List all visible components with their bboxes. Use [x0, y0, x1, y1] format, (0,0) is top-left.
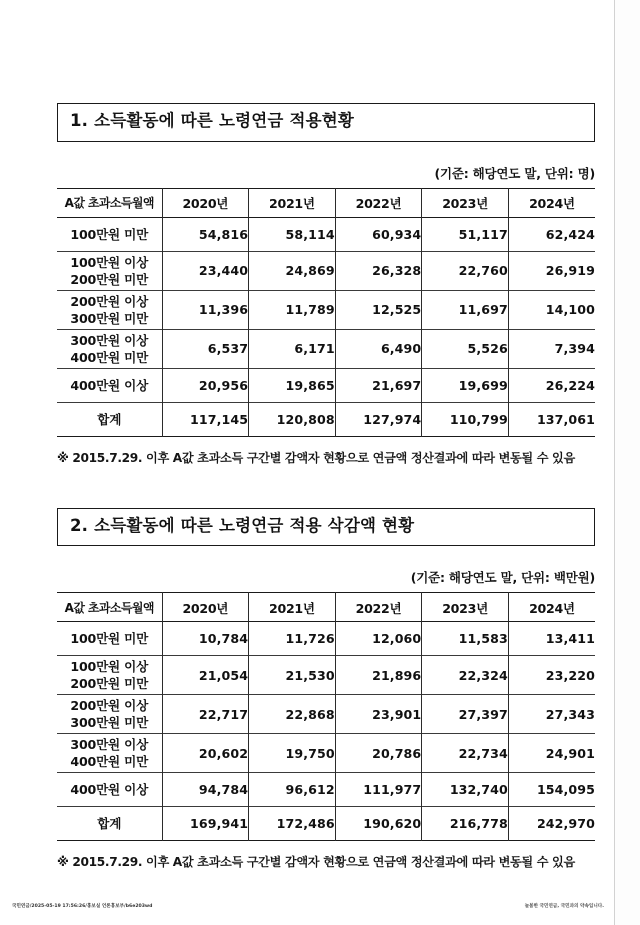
row-label [57, 773, 162, 807]
table-total-row [57, 402, 595, 436]
cell-2020: 23,440 [162, 251, 249, 290]
column-header-2023: 2023년 [422, 593, 509, 622]
cell-2023: 22,760 [422, 251, 509, 290]
table-row [57, 734, 595, 773]
cell-2023: 19,699 [422, 368, 509, 402]
row-label-line: 300만원 미만 [70, 715, 149, 731]
section-1-footnote: ※ 2015.7.29. 이후 A값 초과소득 구간별 감액자 현황으로 연금액 정산결과에 따라 변동될 수 있음 [57, 450, 575, 465]
section-1-table [57, 188, 595, 437]
column-header-2023: 2023년 [422, 188, 509, 217]
column-header-2020: 2020년 [162, 593, 249, 622]
section-2-footnote: ※ 2015.7.29. 이후 A값 초과소득 구간별 감액자 현황으로 연금액 정산결과에 따라 변동될 수 있음 [57, 855, 575, 870]
cell-2023: 5,526 [422, 329, 509, 368]
cell-2022: 20,786 [335, 734, 422, 773]
row-label [57, 290, 162, 329]
section-1-title: 1. 소득활동에 따른 노령연금 적용현황 [70, 111, 355, 130]
cell-2024: 23,220 [508, 656, 595, 695]
cell-2020: 20,602 [162, 734, 249, 773]
cell-2021: 11,726 [249, 622, 336, 656]
cell-2021: 19,865 [249, 368, 336, 402]
total-2021: 172,486 [249, 807, 336, 841]
document-page [57, 0, 595, 870]
table-total-row [57, 807, 595, 841]
table-header-row [57, 593, 595, 622]
table-row [57, 656, 595, 695]
section-2-unit-note: (기준: 해당연도 말, 단위: 백만원) [410, 570, 595, 586]
row-label [57, 217, 162, 251]
total-2022: 190,620 [335, 807, 422, 841]
table-header-row [57, 188, 595, 217]
row-label-line: 합계 [97, 411, 122, 427]
cell-2021: 22,868 [249, 695, 336, 734]
cell-2022: 12,525 [335, 290, 422, 329]
row-label-line: 300만원 미만 [70, 310, 149, 326]
footer-slogan: 늘봄한 국민연금, 국민과의 약속입니다. [524, 904, 604, 909]
cell-2023: 27,397 [422, 695, 509, 734]
row-label-line: 100만원 이상 [70, 254, 149, 270]
row-label-line: 400만원 미만 [70, 349, 149, 365]
cell-2022: 60,934 [335, 217, 422, 251]
row-label-line: 200만원 이상 [70, 698, 149, 714]
cell-2022: 23,901 [335, 695, 422, 734]
cell-2021: 96,612 [249, 773, 336, 807]
footer-print-stamp: 국민연금/2025-05-19 17:56:26/홍보실 언론홍보부/b6e203wd [12, 904, 153, 909]
column-header-label: A값 초과소득월액 [57, 593, 162, 622]
cell-2023: 11,697 [422, 290, 509, 329]
total-2021: 120,808 [249, 402, 336, 436]
row-label [57, 622, 162, 656]
page-scan-margin [615, 0, 640, 925]
row-label [57, 734, 162, 773]
table-row [57, 368, 595, 402]
cell-2022: 21,896 [335, 656, 422, 695]
cell-2022: 12,060 [335, 622, 422, 656]
cell-2020: 20,956 [162, 368, 249, 402]
total-2024: 242,970 [508, 807, 595, 841]
table-row [57, 290, 595, 329]
row-label-line: 100만원 미만 [70, 631, 149, 647]
section-1-unit-note: (기준: 해당연도 말, 단위: 명) [434, 165, 595, 181]
section-1-heading-box [57, 103, 595, 142]
cell-2021: 21,530 [249, 656, 336, 695]
row-label-line: 100만원 미만 [70, 226, 149, 242]
cell-2021: 11,789 [249, 290, 336, 329]
column-header-2020: 2020년 [162, 188, 249, 217]
cell-2024: 26,224 [508, 368, 595, 402]
section-2-heading-box [57, 508, 595, 547]
total-2020: 117,145 [162, 402, 249, 436]
cell-2022: 21,697 [335, 368, 422, 402]
section-2-table [57, 592, 595, 841]
cell-2023: 132,740 [422, 773, 509, 807]
column-header-2021: 2021년 [249, 593, 336, 622]
total-2023: 110,799 [422, 402, 509, 436]
cell-2020: 10,784 [162, 622, 249, 656]
row-label-line: 400만원 이상 [70, 782, 149, 798]
total-2022: 127,974 [335, 402, 422, 436]
cell-2020: 6,537 [162, 329, 249, 368]
row-label-line: 300만원 이상 [70, 737, 149, 753]
cell-2021: 24,869 [249, 251, 336, 290]
cell-2022: 26,328 [335, 251, 422, 290]
cell-2024: 27,343 [508, 695, 595, 734]
table-row [57, 695, 595, 734]
row-label-line: 100만원 이상 [70, 659, 149, 675]
cell-2023: 51,117 [422, 217, 509, 251]
total-2024: 137,061 [508, 402, 595, 436]
cell-2021: 6,171 [249, 329, 336, 368]
column-header-2024: 2024년 [508, 593, 595, 622]
page-scan-edge-line [614, 0, 615, 925]
section-2-title: 2. 소득활동에 따른 노령연금 적용 삭감액 현황 [70, 515, 415, 535]
cell-2020: 21,054 [162, 656, 249, 695]
cell-2024: 62,424 [508, 217, 595, 251]
row-label-line: 400만원 이상 [70, 377, 149, 393]
cell-2021: 19,750 [249, 734, 336, 773]
table-row [57, 622, 595, 656]
column-header-2024: 2024년 [508, 188, 595, 217]
row-label-line: 200만원 미만 [70, 676, 149, 692]
row-label-line: 300만원 이상 [70, 332, 149, 348]
row-label [57, 656, 162, 695]
cell-2020: 94,784 [162, 773, 249, 807]
total-2020: 169,941 [162, 807, 249, 841]
row-label-total [57, 402, 162, 436]
table-row [57, 217, 595, 251]
table-row [57, 329, 595, 368]
table-row [57, 251, 595, 290]
cell-2020: 22,717 [162, 695, 249, 734]
column-header-2021: 2021년 [249, 188, 336, 217]
cell-2024: 24,901 [508, 734, 595, 773]
column-header-label: A값 초과소득월액 [57, 188, 162, 217]
cell-2024: 26,919 [508, 251, 595, 290]
cell-2024: 154,095 [508, 773, 595, 807]
cell-2020: 54,816 [162, 217, 249, 251]
row-label-line: 400만원 미만 [70, 754, 149, 770]
cell-2024: 13,411 [508, 622, 595, 656]
cell-2023: 22,324 [422, 656, 509, 695]
column-header-2022: 2022년 [335, 188, 422, 217]
cell-2021: 58,114 [249, 217, 336, 251]
row-label-line: 200만원 미만 [70, 271, 149, 287]
cell-2023: 11,583 [422, 622, 509, 656]
cell-2020: 11,396 [162, 290, 249, 329]
row-label [57, 368, 162, 402]
row-label [57, 251, 162, 290]
table-row [57, 773, 595, 807]
row-label [57, 329, 162, 368]
row-label-line: 200만원 이상 [70, 293, 149, 309]
cell-2024: 7,394 [508, 329, 595, 368]
column-header-2022: 2022년 [335, 593, 422, 622]
row-label-line: 합계 [97, 816, 122, 832]
row-label [57, 695, 162, 734]
row-label-total [57, 807, 162, 841]
cell-2022: 111,977 [335, 773, 422, 807]
cell-2024: 14,100 [508, 290, 595, 329]
cell-2022: 6,490 [335, 329, 422, 368]
total-2023: 216,778 [422, 807, 509, 841]
cell-2023: 22,734 [422, 734, 509, 773]
